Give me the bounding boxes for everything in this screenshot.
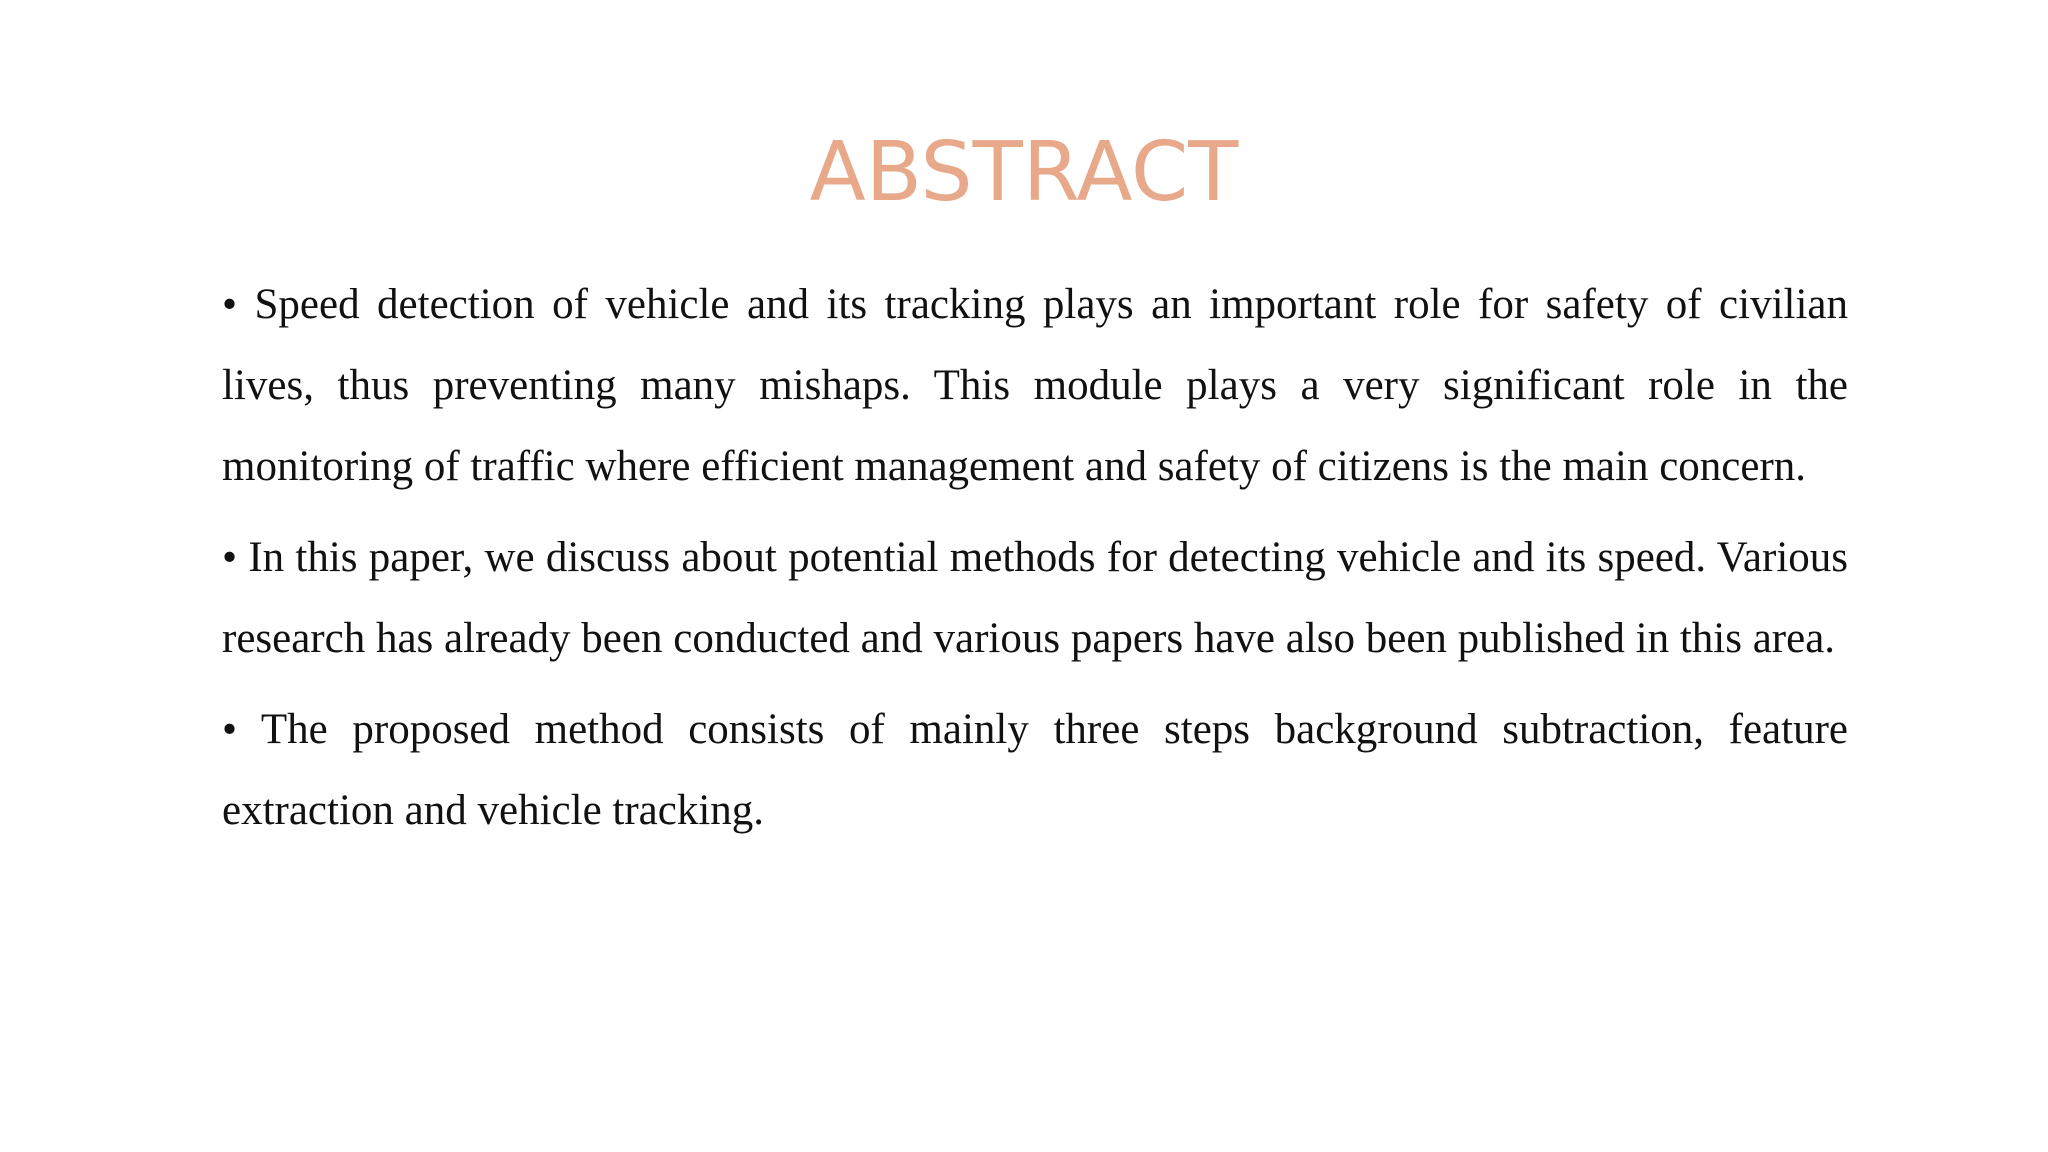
slide-title: ABSTRACT: [809, 125, 1239, 220]
bullet-text: In this paper, we discuss about potential methods for detecting vehicle and its speed. Various research has already been conducted and various papers have also been published in this area.: [222, 534, 1849, 662]
bullet-dot-icon: •: [222, 706, 238, 753]
bullet-text: Speed detection of vehicle and its tracking plays an important role for safety of civilian lives, thus preventing many mishaps. This module plays a very significant role in the monitoring of traffic where efficient management and safety of citizens is the main concern.: [222, 281, 1849, 490]
bullet-dot-icon: •: [222, 281, 238, 328]
bullet-list: [222, 264, 1848, 861]
bullet-item: [222, 517, 1848, 679]
bullet-text: The proposed method consists of mainly three steps background subtraction, feature extraction and vehicle tracking.: [222, 706, 1848, 834]
bullet-dot-icon: •: [222, 534, 238, 581]
bullet-item: [222, 264, 1848, 507]
bullet-item: [222, 689, 1848, 851]
